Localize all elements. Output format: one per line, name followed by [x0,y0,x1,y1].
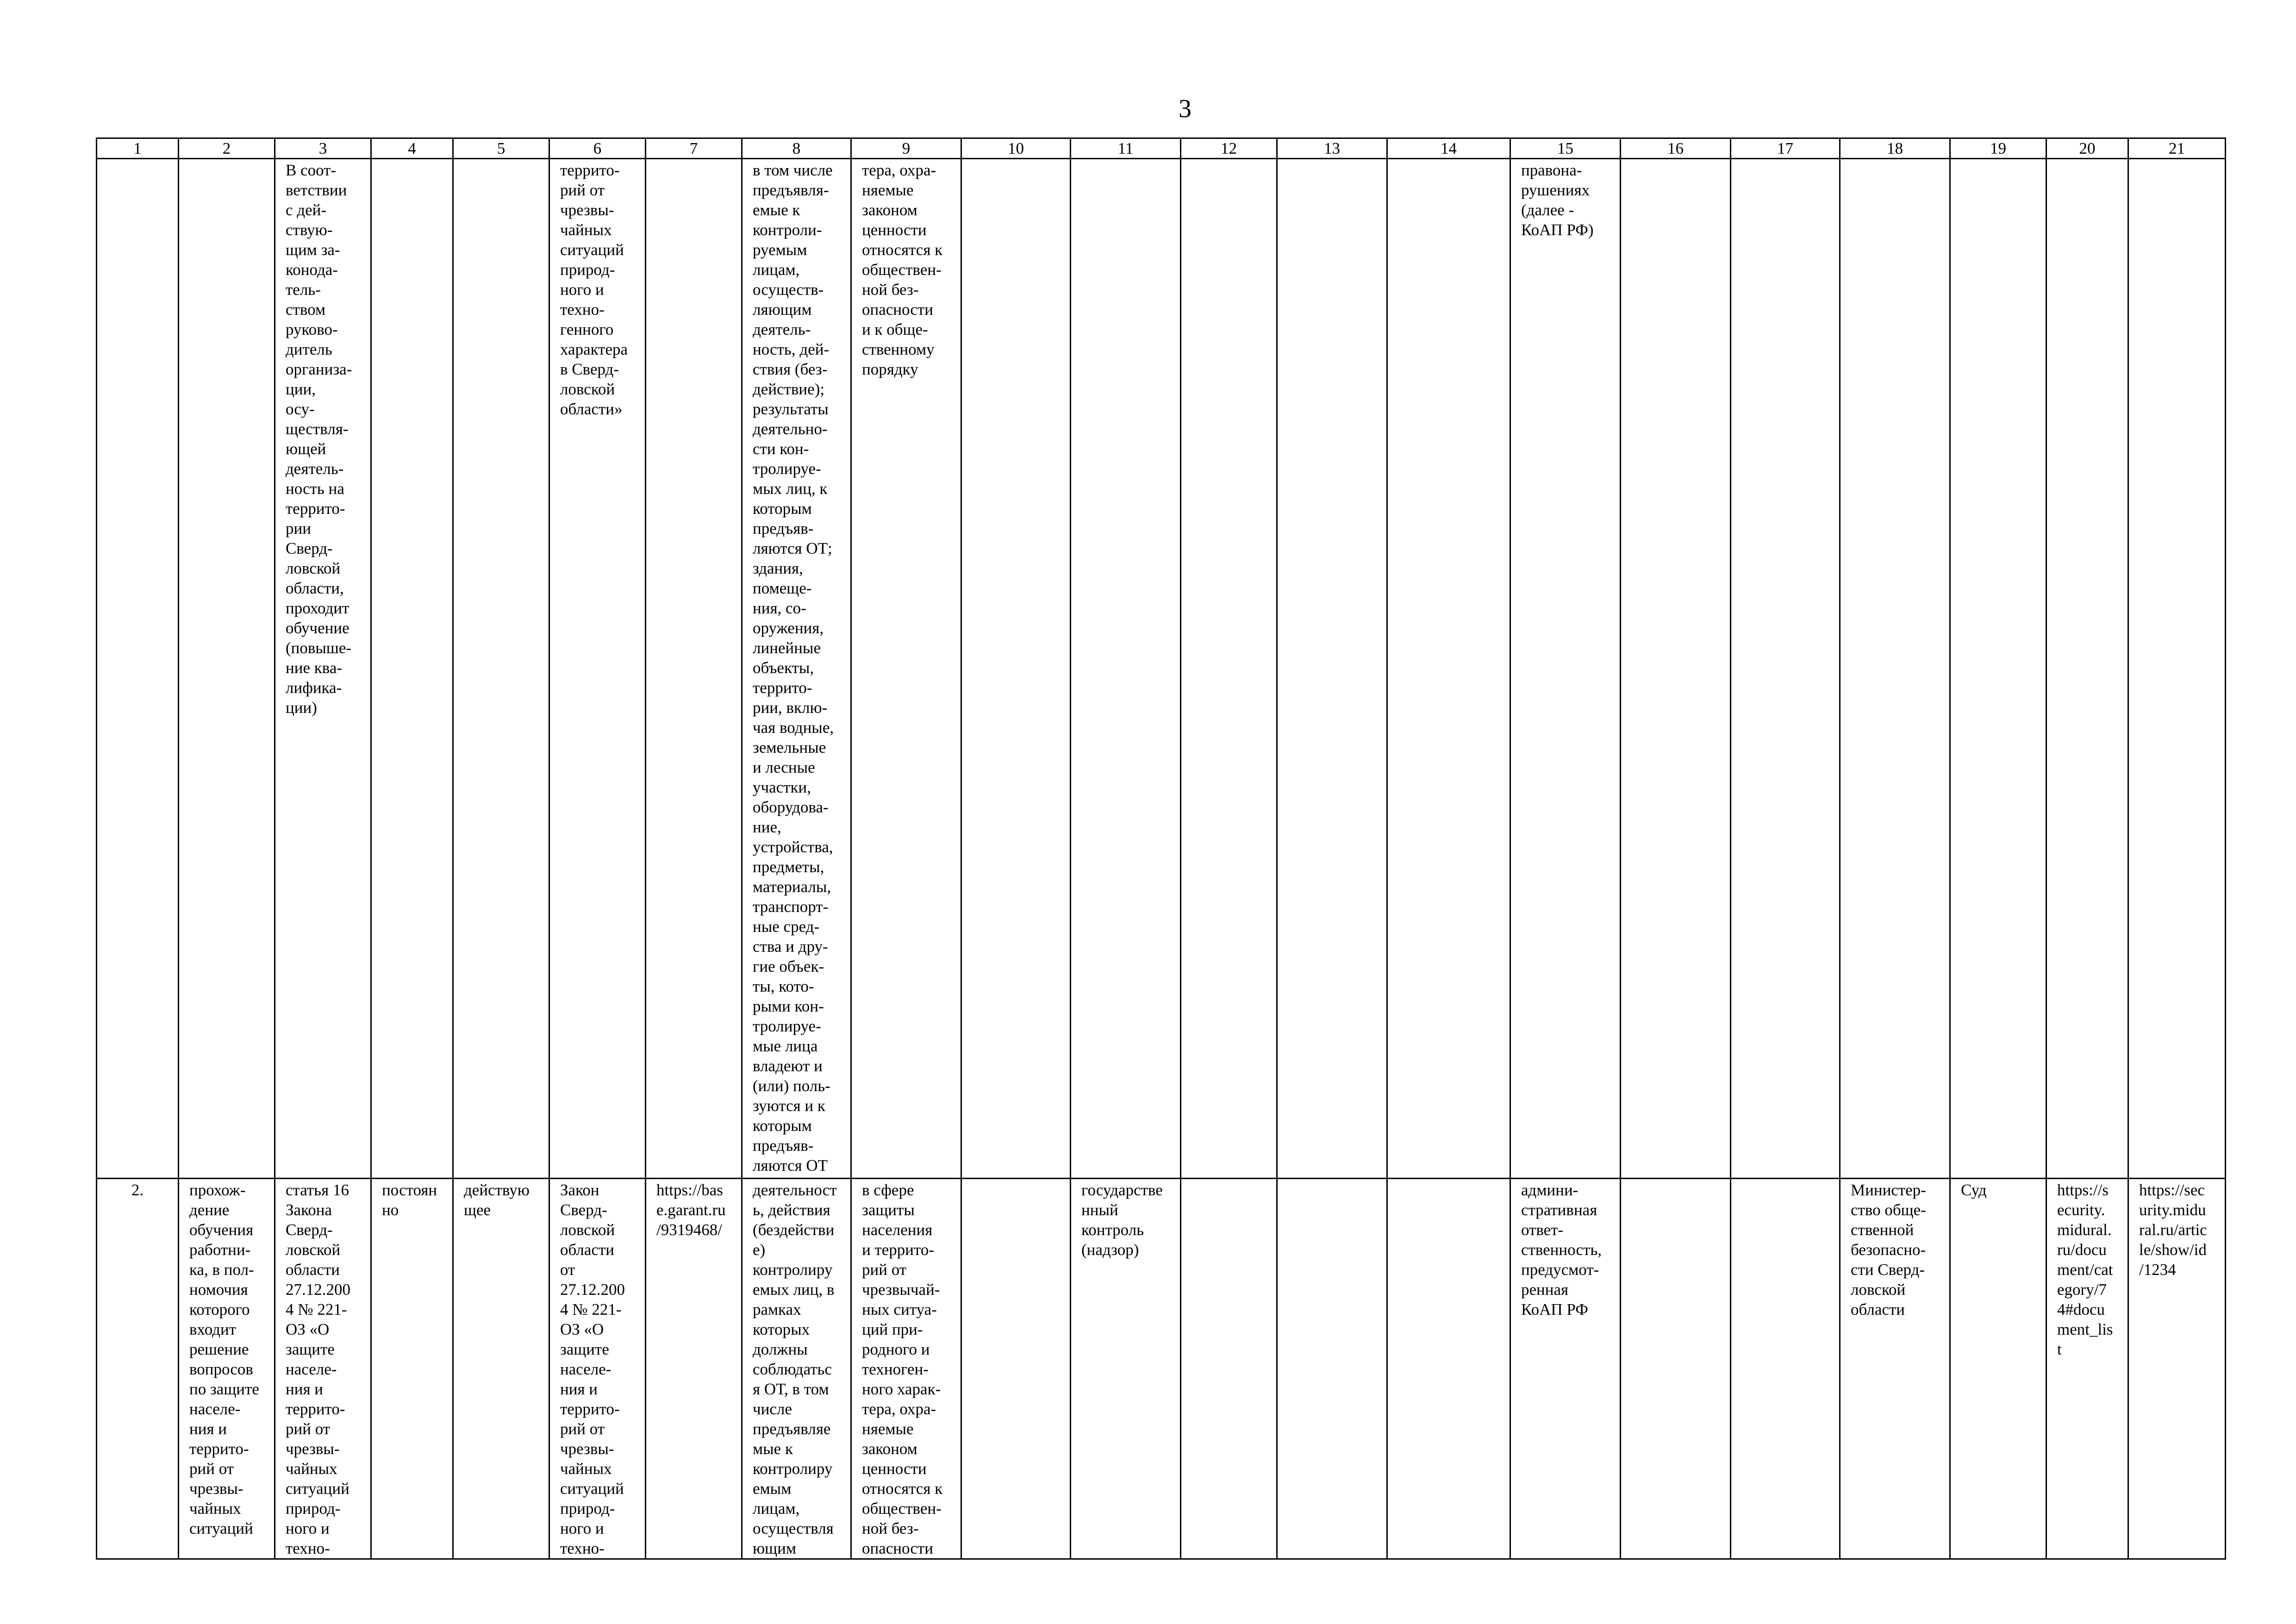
column-number: 9 [851,138,961,159]
page-number: 3 [1179,94,1192,123]
table-cell: в сфере защиты населения и террито- рий от чрезвычай- ных ситуа- ций при- родного и техноген- ного харак- тера, охра- няемые законом ценности относятся к обществен- ной без- опасности [851,1179,961,1559]
table-cell: в том числе предъявля- емые к контроли- руемым лицам, осуществ- ляющим деятель- ность, дей- ствия (без- действие); результаты деятельно- сти кон- тролируе- мых лиц, к которым предъяв- ляются ОТ; здания, помеще- ния, со- оружения, линейные объекты, террито- рии, вклю- чая водные, земельные и лесные участки, оборудова- ние, устройства, предметы, материалы, транспорт- ные сред- ства и дру- гие объек- ты, кото- рыми кон- тролируе- мые лица владеют и (или) поль- зуются и к которым предъяв- ляются ОТ [742,159,851,1179]
table-cell [1731,159,1840,1179]
table-cell: статья 16 Закона Сверд- ловской области 27.12.200 4 № 221- ОЗ «О защите населе- ния и террито- рий от чрезвы- чайных ситуаций природ- ного и техно- [275,1179,371,1559]
table-cell: прохож- дение обучения работни- ка, в пол- номочия которого входит решение вопросов по защите населе- ния и террито- рий от чрезвы- чайных ситуаций [179,1179,275,1559]
table-cell [1731,1179,1840,1559]
table-cell: государстве нный контроль (надзор) [1071,1179,1181,1559]
column-number: 12 [1181,138,1277,159]
column-number: 8 [742,138,851,159]
table-cell [97,159,179,1179]
table-cell: правона- рушениях (далее - КоАП РФ) [1510,159,1621,1179]
table-cell: Суд [1950,1179,2046,1559]
table-cell [646,159,742,1179]
table-cell: постоян но [371,1179,453,1559]
column-number: 15 [1510,138,1621,159]
table-cell: деятельност ь, действия (бездействи е) контролиру емых лиц, в рамках которых должны соблюдатьс я ОТ, в том числе предъявляе мые к контролиру емым лицам, осуществля ющим [742,1179,851,1559]
column-number: 1 [97,138,179,159]
column-number: 21 [2128,138,2226,159]
column-number: 17 [1731,138,1840,159]
table-row [97,159,2226,1179]
column-number: 11 [1071,138,1181,159]
column-number: 10 [961,138,1071,159]
table-cell [1181,159,1277,1179]
table-cell: В соот- ветствии с дей- ствую- щим за- конода- тель- ством руково- дитель организа- ции, осу- ществля- ющей деятель- ность на террито- рии Сверд- ловской области, проходит обучение (повыше- ние ква- лифика- ции) [275,159,371,1179]
column-number: 3 [275,138,371,159]
column-number: 19 [1950,138,2046,159]
table-cell: Министер- ство обще- ственной безопасно- сти Сверд- ловской области [1840,1179,1950,1559]
table-cell [179,159,275,1179]
column-number: 13 [1277,138,1387,159]
column-number-row [97,138,2226,159]
table-row [97,1179,2226,1559]
table-cell: тера, охра- няемые законом ценности относятся к обществен- ной без- опасности и к обще- ственному порядку [851,159,961,1179]
requirements-table [96,137,2226,1560]
table-cell [1181,1179,1277,1559]
column-number: 20 [2046,138,2128,159]
table-cell: https://s ecurity. midural. ru/docu ment/cat egory/7 4#docu ment_lis t [2046,1179,2128,1559]
table-cell [1277,1179,1387,1559]
column-number: 14 [1387,138,1510,159]
table-cell [1387,159,1510,1179]
table-cell: https://bas e.garant.ru /9319468/ [646,1179,742,1559]
table-cell: террито- рий от чрезвы- чайных ситуаций природ- ного и техно- генного характера в Сверд- ловской области» [549,159,646,1179]
table-cell [1621,1179,1731,1559]
table-cell [2128,159,2226,1179]
table-cell [2046,159,2128,1179]
table-cell [1950,159,2046,1179]
table-cell [961,159,1071,1179]
column-number: 16 [1621,138,1731,159]
column-number: 7 [646,138,742,159]
table-cell: действую щее [453,1179,549,1559]
table-cell [1387,1179,1510,1559]
column-number: 18 [1840,138,1950,159]
table-cell [1277,159,1387,1179]
column-number: 2 [179,138,275,159]
table-cell: 2. [97,1179,179,1559]
table-cell [1071,159,1181,1179]
table-cell [453,159,549,1179]
table-cell: админи- стративная ответ- ственность, предусмот- ренная КоАП РФ [1510,1179,1621,1559]
column-number: 4 [371,138,453,159]
column-number: 6 [549,138,646,159]
table-cell [961,1179,1071,1559]
table-cell [1840,159,1950,1179]
column-number: 5 [453,138,549,159]
table-cell [1621,159,1731,1179]
table-cell [371,159,453,1179]
table-cell: Закон Сверд- ловской области от 27.12.200 4 № 221- ОЗ «О защите населе- ния и террито- рий от чрезвы- чайных ситуаций природ- ного и техно- [549,1179,646,1559]
table-cell: https://sec urity.midu ral.ru/artic le/show/id /1234 [2128,1179,2226,1559]
